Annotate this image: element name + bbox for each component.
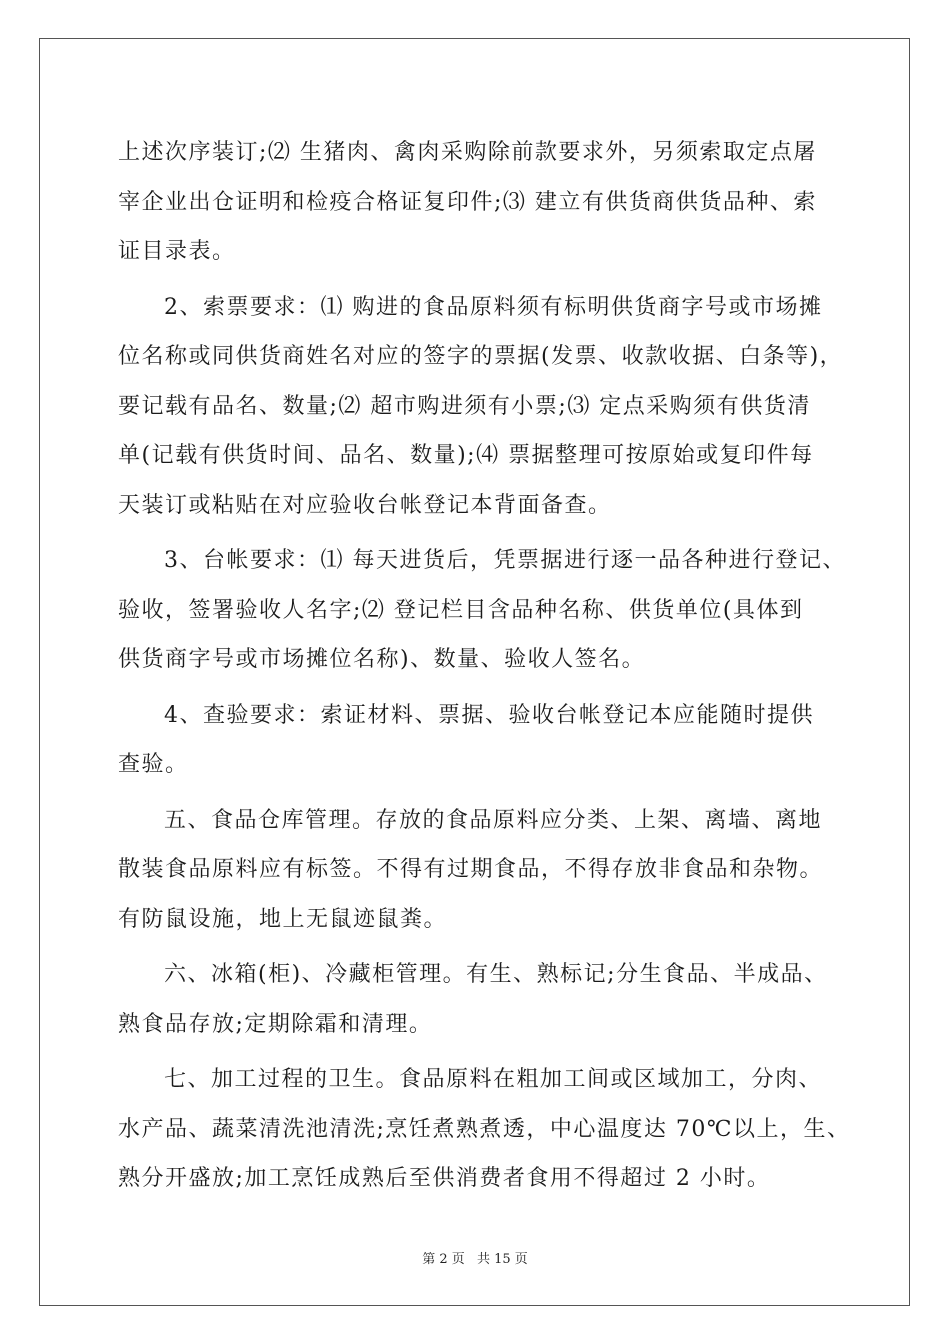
paragraph	[118, 1055, 856, 1204]
text-line: 上述次序装订;⑵ 生猪肉、禽肉采购除前款要求外，另须索取定点屠	[118, 140, 817, 165]
text-line: 证目录表。	[118, 239, 236, 264]
paragraph	[118, 691, 856, 790]
paragraph	[118, 536, 856, 685]
text-line: 天装订或粘贴在对应验收台帐登记本背面备查。	[118, 492, 612, 518]
text-line: 有防鼠设施，地上无鼠迹鼠粪。	[118, 906, 448, 932]
text-line: 六、冰箱(柜)、冷藏柜管理。有生、熟标记;分生食品、半成品、	[164, 962, 828, 987]
text-line: 验收，签署验收人名字;⑵ 登记栏目含品种名称、供货单位(具体到	[118, 597, 804, 623]
paragraph	[118, 128, 856, 277]
text-line: 4、查验要求：索证材料、票据、验收台帐登记本应能随时提供	[164, 702, 814, 728]
text-line: 要记载有品名、数量;⑵ 超市购进须有小票;⑶ 定点采购须有供货清	[118, 393, 811, 419]
text-line: 水产品、蔬菜清洗池清洗;烹饪煮熟煮透，中心温度达 70℃以上，生、	[118, 1116, 851, 1142]
text-line: 查验。	[118, 752, 189, 777]
document-body	[118, 128, 856, 1210]
text-line: 五、食品仓库管理。存放的食品原料应分类、上架、离墙、离地	[164, 807, 823, 833]
text-line: 供货商字号或市场摊位名称)、数量、验收人签名。	[118, 647, 646, 672]
paragraph	[118, 796, 856, 945]
page-total: 共 15 页	[476, 1252, 528, 1267]
page-number: 第 2 页	[422, 1252, 465, 1267]
text-line: 位名称或同供货商姓名对应的签字的票据(发票、收款收据、白条等)，	[118, 344, 844, 369]
text-line: 单(记载有供货时间、品名、数量);⑷ 票据整理可按原始或复印件每	[118, 443, 814, 468]
text-line: 七、加工过程的卫生。食品原料在粗加工间或区域加工，分肉、	[164, 1067, 823, 1092]
text-line: 2、索票要求：⑴ 购进的食品原料须有标明供货商字号或市场摊	[164, 294, 823, 320]
text-line: 熟食品存放;定期除霜和清理。	[118, 1011, 433, 1037]
page-footer	[0, 1248, 950, 1267]
text-line: 熟分开盛放;加工烹饪成熟后至供消费者食用不得超过 2 小时。	[118, 1166, 771, 1191]
text-line: 散装食品原料应有标签。不得有过期食品，不得存放非食品和杂物。	[118, 857, 824, 882]
text-line: 宰企业出仓证明和检疫合格证复印件;⑶ 建立有供货商供货品种、索	[118, 189, 817, 215]
text-line: 3、台帐要求：⑴ 每天进货后，凭票据进行逐一品各种进行登记、	[164, 548, 846, 573]
paragraph	[118, 283, 856, 531]
paragraph	[118, 950, 856, 1049]
